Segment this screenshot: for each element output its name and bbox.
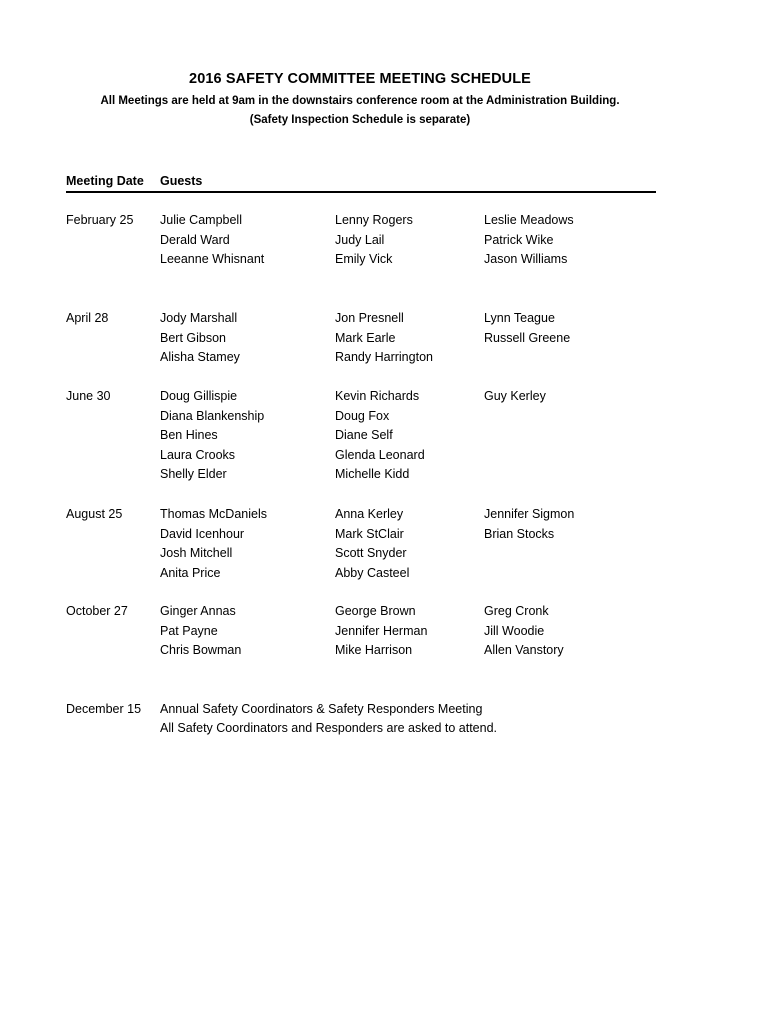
guest-column xyxy=(335,309,433,368)
guest-column xyxy=(484,309,570,348)
meeting-date: December 15 xyxy=(66,702,142,716)
page-subnote: (Safety Inspection Schedule is separate) xyxy=(249,114,471,126)
guest-name: Patrick Wike xyxy=(484,232,554,247)
guest-column xyxy=(335,602,427,661)
guest-name: Kevin Richards xyxy=(335,389,420,403)
guest-name: Ben Hines xyxy=(160,428,218,443)
guest-name: Scott Snyder xyxy=(335,546,407,561)
guest-name: Michelle Kidd xyxy=(335,467,410,482)
guest-name: Mike Harrison xyxy=(335,643,413,658)
guest-name: Allen Vanstory xyxy=(484,643,564,658)
guest-name: Diane Self xyxy=(335,428,393,443)
page-subtitle: All Meetings are held at 9am in the downstairs conference room at the Administration Building. xyxy=(100,95,620,107)
guest-name: Jon Presnell xyxy=(335,311,404,325)
guest-name: Brian Stocks xyxy=(484,526,555,541)
guest-column xyxy=(484,387,546,407)
guest-name: Josh Mitchell xyxy=(160,546,233,561)
meeting-date: February 25 xyxy=(66,213,134,227)
guest-name: Jill Woodie xyxy=(484,623,545,638)
guest-name: Jason Williams xyxy=(484,252,568,267)
final-meeting-line2: All Safety Coordinators and Responders are asked to attend. xyxy=(160,721,498,735)
guest-name: Alisha Stamey xyxy=(160,350,240,365)
guest-column xyxy=(160,309,240,368)
guest-column xyxy=(160,602,241,661)
guest-name: Thomas McDaniels xyxy=(160,507,267,521)
guest-name: Julie Campbell xyxy=(160,213,242,227)
guest-name: George Brown xyxy=(335,604,416,618)
guest-column xyxy=(160,505,267,583)
guest-column xyxy=(335,211,413,270)
guest-name: Doug Gillispie xyxy=(160,389,238,403)
guest-name: Laura Crooks xyxy=(160,447,236,462)
guest-column xyxy=(484,211,574,270)
guest-name: Mark StClair xyxy=(335,526,404,541)
guest-column xyxy=(160,387,264,485)
guest-name: Anna Kerley xyxy=(335,507,404,521)
guest-name: Chris Bowman xyxy=(160,643,242,658)
guest-name: Pat Payne xyxy=(160,623,218,638)
guest-name: Lynn Teague xyxy=(484,311,555,325)
guest-name: Diana Blankenship xyxy=(160,408,265,423)
guest-name: Emily Vick xyxy=(335,252,393,267)
guest-name: Jody Marshall xyxy=(160,311,238,325)
meeting-date: June 30 xyxy=(66,389,111,403)
guest-name: Doug Fox xyxy=(335,408,390,423)
guest-name: Judy Lail xyxy=(335,232,385,247)
guest-name: Greg Cronk xyxy=(484,604,549,618)
guest-name: Glenda Leonard xyxy=(335,447,425,462)
guest-name: Randy Harrington xyxy=(335,350,433,365)
header-meeting-date: Meeting Date xyxy=(66,174,144,188)
guest-name: Shelly Elder xyxy=(160,467,227,482)
guest-name: Lenny Rogers xyxy=(335,213,413,227)
guest-column xyxy=(484,602,564,661)
guest-name: Bert Gibson xyxy=(160,330,227,345)
guest-name: Mark Earle xyxy=(335,330,396,345)
guest-name: Derald Ward xyxy=(160,232,230,247)
guest-name: Abby Casteel xyxy=(335,565,410,580)
guest-column xyxy=(484,505,574,544)
guest-name: Russell Greene xyxy=(484,330,571,345)
meeting-date: August 25 xyxy=(66,507,123,521)
page-title: 2016 SAFETY COMMITTEE MEETING SCHEDULE xyxy=(189,71,531,87)
guest-name: Leslie Meadows xyxy=(484,213,574,227)
meeting-date: April 28 xyxy=(66,311,109,325)
guest-name: Leeanne Whisnant xyxy=(160,252,265,267)
guest-name: David Icenhour xyxy=(160,526,245,541)
guest-name: Ginger Annas xyxy=(160,604,236,618)
guest-column xyxy=(335,387,425,485)
meeting-date: October 27 xyxy=(66,604,128,618)
guest-name: Anita Price xyxy=(160,565,221,580)
guest-name: Jennifer Herman xyxy=(335,623,428,638)
final-meeting-line1: Annual Safety Coordinators & Safety Responders Meeting xyxy=(160,702,483,716)
guest-column xyxy=(160,211,264,270)
guest-name: Guy Kerley xyxy=(484,389,546,403)
header-guests: Guests xyxy=(160,174,203,188)
guest-name: Jennifer Sigmon xyxy=(484,507,575,521)
schedule-header xyxy=(66,172,656,193)
guest-column xyxy=(335,505,409,583)
